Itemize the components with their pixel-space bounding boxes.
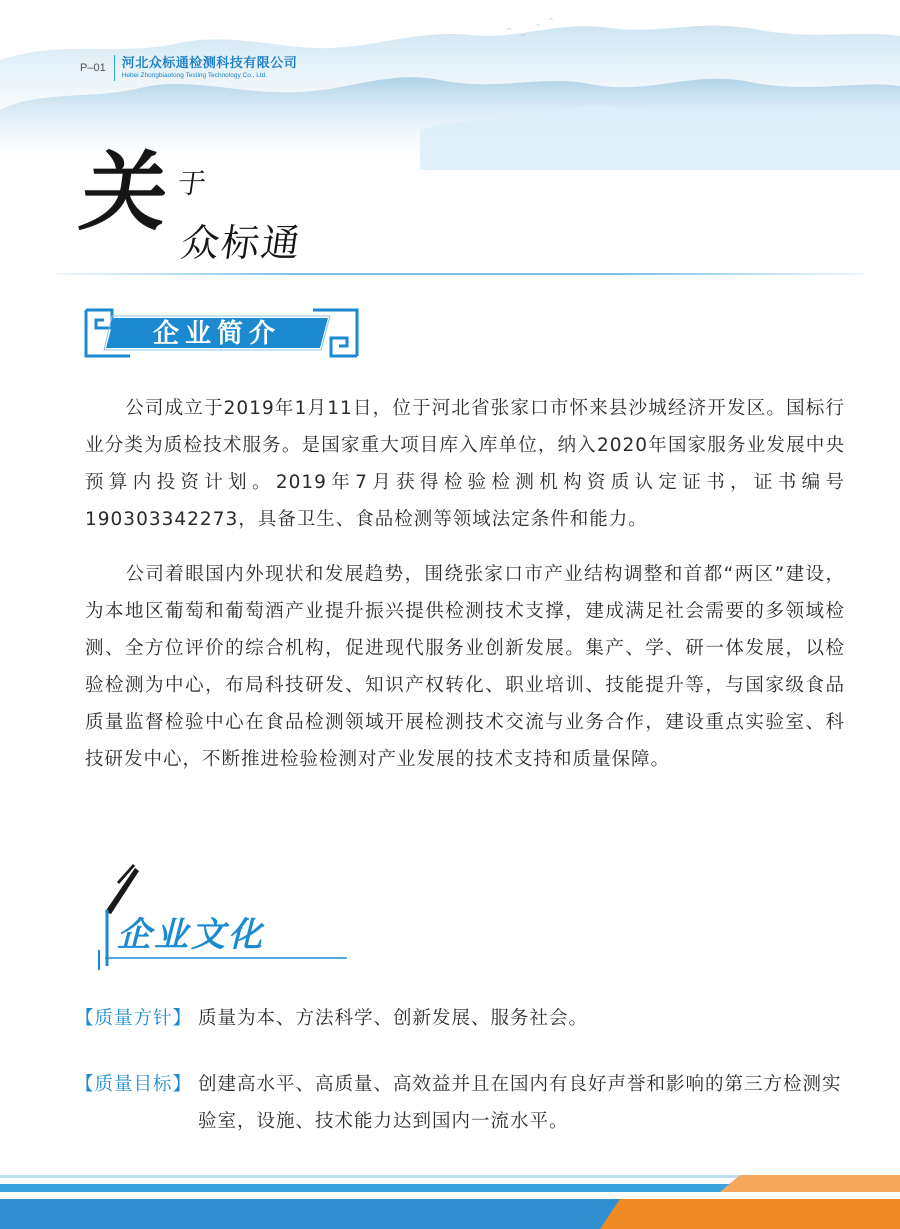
culture-item-quality-goal bbox=[75, 1066, 855, 1140]
company-name-cn: 河北众标通检测科技有限公司 bbox=[121, 55, 298, 71]
culture-item-quality-policy bbox=[75, 1000, 855, 1037]
section-culture-title: 企业文化 bbox=[117, 915, 265, 955]
section-intro-title: 企业简介 bbox=[152, 319, 282, 349]
intro-paragraph-1 bbox=[85, 390, 845, 538]
intro-paragraph-1-text: 公司成立于2019年1月11日，位于河北省张家口市怀来县沙城经济开发区。国标行业分类为质检技术服务。是国家重大项目库入库单位，纳入2020年国家服务业发展中央预算内投资计划。2019年7月获得检验检测机构资质认定证书，证书编号190303342273，具备卫生、食品检测等领域法定条件和能力。 bbox=[85, 398, 845, 530]
title-company-short: 众标通 bbox=[178, 221, 305, 265]
title-underline bbox=[55, 273, 865, 275]
quality-policy-text: 质量为本、方法科学、创新发展、服务社会。 bbox=[198, 1008, 589, 1029]
company-name-en: Hebei Zhongbiaotong Testing Technology Co., Ltd. bbox=[121, 71, 268, 79]
quality-goal-text: 创建高水平、高质量、高效益并且在国内有良好声誉和影响的第三方检测实验室，设施、技术能力达到国内一流水平。 bbox=[198, 1074, 842, 1132]
title-char-yu: 于 bbox=[175, 167, 209, 200]
section-heading-culture bbox=[95, 862, 355, 972]
intro-paragraph-2 bbox=[85, 556, 845, 778]
footer-stripes bbox=[0, 1175, 900, 1229]
company-name-block bbox=[122, 57, 298, 80]
intro-paragraph-2-text: 公司着眼国内外现状和发展趋势，围绕张家口市产业结构调整和首都“两区”建设，为本地区葡萄和葡萄酒产业提升振兴提供检测技术支撑，建成满足社会需要的多领域检测、全方位评价的综合机构，促进现代服务业创新发展。集产、学、研一体发展，以检验检测为中心，布局科技研发、知识产权转化、职业培训、技能提升等，与国家级食品质量监督检验中心在食品检测领域开展检测技术交流与业务合作，建设重点实验室、科技研发中心，不断推进检验检测对产业发展的技术支持和质量保障。 bbox=[85, 564, 845, 770]
page-header bbox=[80, 54, 297, 82]
page-title bbox=[74, 142, 342, 270]
header-divider bbox=[114, 55, 115, 81]
page-number: P–01 bbox=[80, 62, 106, 74]
title-char-guan: 关 bbox=[74, 142, 176, 243]
quality-goal-label: 【质量目标】 bbox=[75, 1074, 193, 1095]
quality-policy-label: 【质量方针】 bbox=[75, 1008, 193, 1029]
section-heading-intro bbox=[84, 308, 359, 358]
